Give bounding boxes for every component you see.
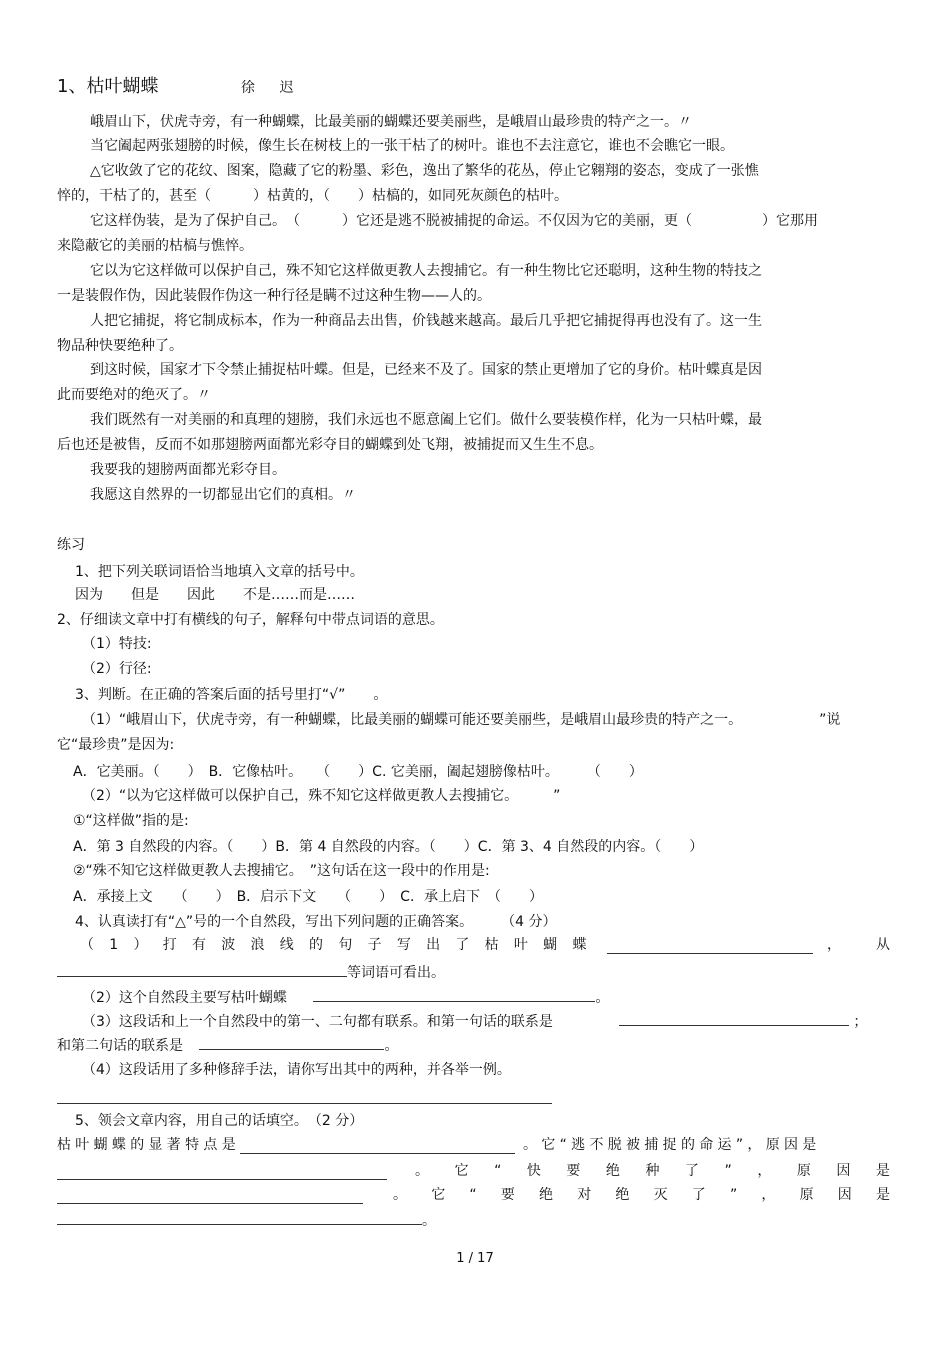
paragraph-3-line-2: 悴的，干枯了的，甚至（ ）枯黄的，（ ）枯槁的，如同死灰颜色的枯叶。 xyxy=(57,188,568,204)
question-4-item-2 xyxy=(82,985,890,1010)
answer-blank[interactable] xyxy=(619,1009,849,1026)
q4-char: 线 xyxy=(279,937,294,953)
q4-3-text: （3）这段话和上一个自然段中的第一、二句都有联系。和第一句话的联系是 xyxy=(82,1014,553,1030)
q5-char: 是 xyxy=(875,1163,890,1179)
paragraph-3-line-1: △它收敛了它的花纹、图案，隐藏了它的粉墨、彩色，逸出了繁华的花丛，停止它翱翔的姿态，变成了一张憔 xyxy=(90,163,759,179)
q5-char: ， xyxy=(761,1187,776,1203)
q4-2-text: （2）这个自然段主要写枯叶蝴蝶 xyxy=(82,990,287,1006)
q4-char: ） xyxy=(133,937,148,953)
q5-char: 因 xyxy=(836,1163,851,1179)
q4-char: 了 xyxy=(455,937,470,953)
answer-blank[interactable] xyxy=(313,985,595,1002)
period: 。 xyxy=(384,1038,399,1054)
q5-char: 绝 xyxy=(615,1187,630,1203)
q5-char: 要 xyxy=(566,1163,581,1179)
q4-char: 蝴 xyxy=(543,937,558,953)
q4-tail-text: ， 从 xyxy=(827,937,890,953)
q5-char: 绝 xyxy=(605,1163,620,1179)
q5-a-text: 枯叶蝴蝶的显著特点是 xyxy=(57,1137,240,1153)
question-3-item-1-line-2: 它“最珍贵”是因为: xyxy=(57,737,175,753)
paragraph-2: 当它阖起两张翅膀的时候，像生长在树枝上的一张干枯了的树叶。谁也不去注意它，谁也不会瞧它一眼。 xyxy=(90,138,734,154)
q5-char: 种 xyxy=(645,1163,660,1179)
period: 。 xyxy=(595,990,610,1006)
paragraph-8-line-2: 后也还是被售，反而不如那翅膀两面都光彩夺目的蝴蝶到处飞翔，被捕捉而又生生不息。 xyxy=(57,437,603,453)
q5-char: ” xyxy=(729,1187,738,1203)
q4-char: （ xyxy=(80,937,94,953)
q5-char: 灭 xyxy=(653,1187,668,1203)
q5-char: 快 xyxy=(526,1163,541,1179)
q5-char: “ xyxy=(494,1163,502,1179)
answer-blank[interactable] xyxy=(240,1137,515,1154)
answer-blank[interactable] xyxy=(57,1208,422,1225)
q4-1b-text: 等词语可看出。 xyxy=(347,965,445,981)
article-title: 1、枯叶蝴蝶 xyxy=(57,76,159,97)
paragraph-4-line-2: 来隐蔽它的美丽的枯槁与憔悴。 xyxy=(57,238,253,254)
period: 。 xyxy=(422,1213,436,1229)
question-4-item-1-text xyxy=(80,933,587,957)
q5-d-text xyxy=(393,1183,890,1207)
paragraph-5-line-1: 它以为它这样做可以保护自己，殊不知它这样做更教人去搜捕它。有一种生物比它还聪明，这种生物的特技之 xyxy=(90,263,762,279)
q5-char: 。 xyxy=(393,1187,407,1203)
answer-blank[interactable] xyxy=(57,960,347,977)
question-2-item-1: （1）特技: xyxy=(82,636,152,652)
semicolon: ； xyxy=(853,1014,868,1030)
q4-3b-text: 和第二句话的联系是 xyxy=(57,1038,183,1054)
question-3-item-1-line-1: （1）“峨眉山下，伏虎寺旁，有一种蝴蝶，比最美丽的蝴蝶可能还要美丽些，是峨眉山最珍贵的特产之一。 ”说 xyxy=(82,712,841,728)
q4-char: 写 xyxy=(396,937,411,953)
q5-b-text: 。它“逃不脱被捕捉的命运”，原因是 xyxy=(523,1137,821,1153)
question-5-line-2 xyxy=(57,1159,890,1183)
question-2-item-2: （2）行径: xyxy=(82,661,152,677)
question-4-item-1-line-1 xyxy=(57,933,890,957)
q4-char: 叶 xyxy=(513,937,528,953)
question-2: 2、仔细读文章中打有横线的句子，解释句中带点词语的意思。 xyxy=(57,612,444,628)
q5-c-text xyxy=(415,1159,890,1183)
article-author: 徐 迟 xyxy=(241,80,304,96)
q5-char: 因 xyxy=(837,1187,852,1203)
q5-char: 。 xyxy=(415,1163,429,1179)
answer-line[interactable] xyxy=(57,1103,552,1104)
q5-char: 原 xyxy=(799,1187,814,1203)
q5-char: 要 xyxy=(500,1187,515,1203)
question-3-item-2-sub-b: ②“殊不知它这样做更教人去搜捕它。 ”这句话在这一段中的作用是: xyxy=(73,863,490,879)
q4-char: 波 xyxy=(221,937,236,953)
q5-char: 它 xyxy=(431,1187,446,1203)
q5-char: 绝 xyxy=(539,1187,554,1203)
question-4: 4、认真读打有“△”号的一个自然段，写出下列问题的正确答案。 （4 分） xyxy=(75,914,557,930)
q4-char: 出 xyxy=(426,937,441,953)
q4-char: 蝶 xyxy=(572,937,587,953)
question-5-line-1 xyxy=(57,1133,890,1157)
paragraph-7-line-1: 到这时候，国家才下令禁止捕捉枯叶蝶。但是，已经来不及了。国家的禁止更增加了它的身价。枯叶蝶真是因 xyxy=(90,362,762,378)
q4-char: 打 xyxy=(162,937,177,953)
q4-char: 浪 xyxy=(250,937,265,953)
question-3-item-2-options-a: A．第 3 自然段的内容。（ ）B．第 4 自然段的内容。（ ）C．第 3、4 自然段的内容。（ ） xyxy=(73,839,704,855)
q5-char: ， xyxy=(757,1163,772,1179)
question-5: 5、领会文章内容，用自己的话填空。 （2 分） xyxy=(75,1113,364,1129)
q5-char: 了 xyxy=(684,1163,699,1179)
question-5-line-3 xyxy=(57,1183,890,1207)
exercise-heading: 练习 xyxy=(57,537,85,553)
q4-char: 的 xyxy=(309,937,324,953)
question-1-words: 因为 但是 因此 不是……而是…… xyxy=(75,587,355,603)
question-1: 1、把下列关联词语恰当地填入文章的括号中。 xyxy=(75,564,364,580)
paragraph-7-line-2: 此而要绝对的绝灭了。〃 xyxy=(57,387,211,403)
question-3-item-1-options: A．它美丽。（ ） B．它像枯叶。 （ ）C. 它美丽，阖起翅膀像枯叶。 （ ） xyxy=(73,764,643,780)
paragraph-6-line-1: 人把它捕捉，将它制成标本，作为一种商品去出售，价钱越来越高。最后几乎把它捕捉得再也没有了。这一生 xyxy=(90,313,762,329)
paragraph-10: 我愿这自然界的一切都显出它们的真相。〃 xyxy=(90,487,356,503)
question-4-item-3 xyxy=(82,1009,890,1034)
q4-char: 有 xyxy=(191,937,206,953)
question-3: 3、判断。在正确的答案后面的括号里打“√” 。 xyxy=(75,687,388,703)
question-3-item-2-options-b: A．承接上文 （ ） B．启示下文 （ ） C．承上启下 （ ） xyxy=(73,889,543,905)
question-4-item-4: （4）这段话用了多种修辞手法，请你写出其中的两种，并各举一例。 xyxy=(82,1062,511,1078)
paragraph-8-line-1: 我们既然有一对美丽的和真理的翅膀，我们永远也不愿意阖上它们。做什么要装模作样，化为一只枯叶蝶，最 xyxy=(90,412,762,428)
q5-char: 是 xyxy=(875,1187,890,1203)
q4-char: 枯 xyxy=(484,937,499,953)
answer-blank[interactable] xyxy=(607,937,813,954)
question-4-item-3-line-2 xyxy=(57,1033,890,1058)
q5-char: ” xyxy=(724,1163,732,1179)
q5-char: 它 xyxy=(454,1163,469,1179)
paragraph-6-line-2: 物品种快要绝种了。 xyxy=(57,338,183,354)
q5-char: 对 xyxy=(577,1187,592,1203)
q5-char: 原 xyxy=(796,1163,811,1179)
q5-char: 了 xyxy=(691,1187,706,1203)
question-3-item-2-sub-a: ①“这样做”指的是: xyxy=(73,813,189,829)
paragraph-5-line-2: 一是装假作伪，因此装假作伪这一种行径是瞒不过这种生物——人的。 xyxy=(57,288,491,304)
question-4-item-1-line-2 xyxy=(57,960,890,985)
page-number: 1 / 17 xyxy=(456,1251,494,1266)
question-3-item-2: （2）“以为它这样做可以保护自己，殊不知它这样做更教人去搜捕它。 ” xyxy=(82,788,561,804)
paragraph-4-line-1: 它这样伪装，是为了保护自己。 （ ）它还是逃不脱被捕捉的命运。不仅因为它的美丽，更（ ）它那用 xyxy=(90,213,818,229)
q5-char: “ xyxy=(469,1187,477,1203)
answer-blank[interactable] xyxy=(57,1163,387,1180)
paragraph-9: 我要我的翅膀两面都光彩夺目。 xyxy=(90,462,286,478)
q4-char: 1 xyxy=(109,937,119,953)
q4-char: 子 xyxy=(367,937,382,953)
answer-blank[interactable] xyxy=(57,1187,363,1204)
answer-blank[interactable] xyxy=(199,1033,384,1050)
q4-char: 句 xyxy=(338,937,353,953)
question-5-line-4 xyxy=(57,1208,890,1233)
paragraph-1: 峨眉山下，伏虎寺旁，有一种蝴蝶，比最美丽的蝴蝶还要美丽些，是峨眉山最珍贵的特产之一。〃 xyxy=(90,114,692,130)
